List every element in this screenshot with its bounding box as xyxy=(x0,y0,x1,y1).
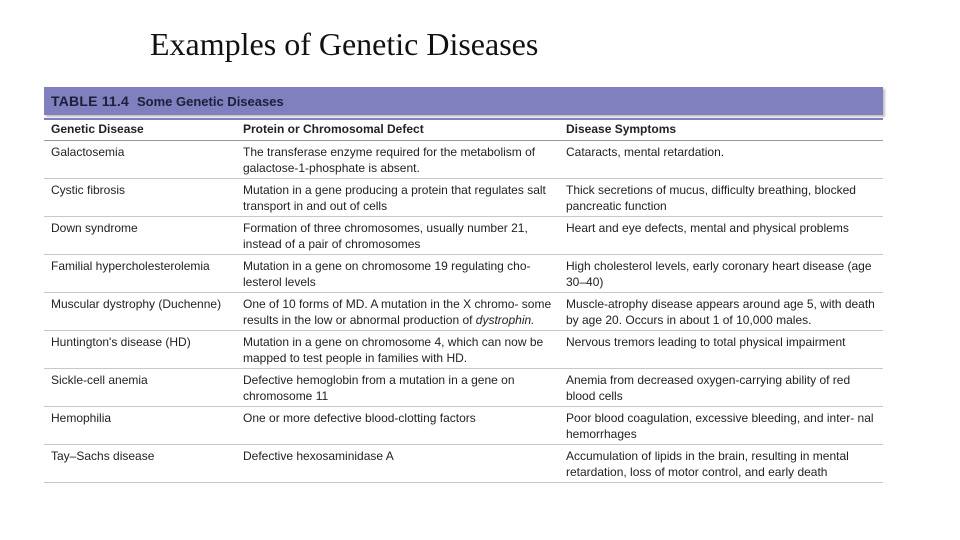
table-header-bar xyxy=(44,87,883,115)
symptoms-cell: Muscle-atrophy disease appears around age 5, with death by age 20. Occurs in about 1 of 10,000 males. xyxy=(559,292,883,330)
defect-text: One of 10 forms of MD. A mutation in the X chromo- some results in the low or abnormal production of xyxy=(243,296,552,327)
defect-cell: Formation of three chromosomes, usually number 21, instead of a pair of chromosomes xyxy=(236,216,559,254)
defect-cell: Mutation in a gene on chromosome 19 regulating cho- lesterol levels xyxy=(236,254,559,292)
defect-cell: Mutation in a gene producing a protein that regulates salt transport in and out of cells xyxy=(236,178,559,216)
table-caption: Some Genetic Diseases xyxy=(137,93,284,109)
disease-cell: Muscular dystrophy (Duchenne) xyxy=(44,292,236,330)
disease-cell: Tay–Sachs disease xyxy=(44,444,236,482)
disease-cell: Cystic fibrosis xyxy=(44,178,236,216)
symptoms-cell: Nervous tremors leading to total physical impairment xyxy=(559,330,883,368)
defect-cell: The transferase enzyme required for the metabolism of galactose-1-phosphate is absent. xyxy=(236,140,559,178)
disease-cell: Down syndrome xyxy=(44,216,236,254)
disease-cell: Huntington's disease (HD) xyxy=(44,330,236,368)
table-row xyxy=(44,292,883,330)
disease-cell: Galactosemia xyxy=(44,140,236,178)
disease-cell: Sickle-cell anemia xyxy=(44,368,236,406)
defect-cell xyxy=(236,292,559,330)
defect-cell: One or more defective blood-clotting factors xyxy=(236,406,559,444)
symptoms-cell: Thick secretions of mucus, difficulty breathing, blocked pancreatic function xyxy=(559,178,883,216)
column-header-disease: Genetic Disease xyxy=(44,119,236,140)
defect-cell: Defective hexosaminidase A xyxy=(236,444,559,482)
column-header-defect: Protein or Chromosomal Defect xyxy=(236,119,559,140)
table-row xyxy=(44,368,883,406)
table-row xyxy=(44,216,883,254)
table-row xyxy=(44,444,883,482)
defect-cell: Defective hemoglobin from a mutation in a gene on chromosome 11 xyxy=(236,368,559,406)
symptoms-cell: Accumulation of lipids in the brain, resulting in mental retardation, loss of motor control, and early death xyxy=(559,444,883,482)
table-row xyxy=(44,140,883,178)
table-grid xyxy=(44,118,883,483)
column-header-row xyxy=(44,119,883,140)
symptoms-cell: Poor blood coagulation, excessive bleeding, and inter- nal hemorrhages xyxy=(559,406,883,444)
defect-cell: Mutation in a gene on chromosome 4, which can now be mapped to test people in families with HD. xyxy=(236,330,559,368)
table-row xyxy=(44,406,883,444)
symptoms-cell: Anemia from decreased oxygen-carrying ability of red blood cells xyxy=(559,368,883,406)
symptoms-cell: Cataracts, mental retardation. xyxy=(559,140,883,178)
genetic-diseases-table xyxy=(44,87,883,483)
symptoms-cell: Heart and eye defects, mental and physical problems xyxy=(559,216,883,254)
table-row xyxy=(44,254,883,292)
table-row xyxy=(44,330,883,368)
column-header-symptoms: Disease Symptoms xyxy=(559,119,883,140)
symptoms-cell: High cholesterol levels, early coronary heart disease (age 30–40) xyxy=(559,254,883,292)
disease-cell: Familial hypercholesterolemia xyxy=(44,254,236,292)
disease-cell: Hemophilia xyxy=(44,406,236,444)
table-row xyxy=(44,178,883,216)
table-number: TABLE 11.4 xyxy=(51,93,129,109)
defect-emphasis: dystrophin. xyxy=(475,313,535,327)
slide-title: Examples of Genetic Diseases xyxy=(150,26,539,62)
